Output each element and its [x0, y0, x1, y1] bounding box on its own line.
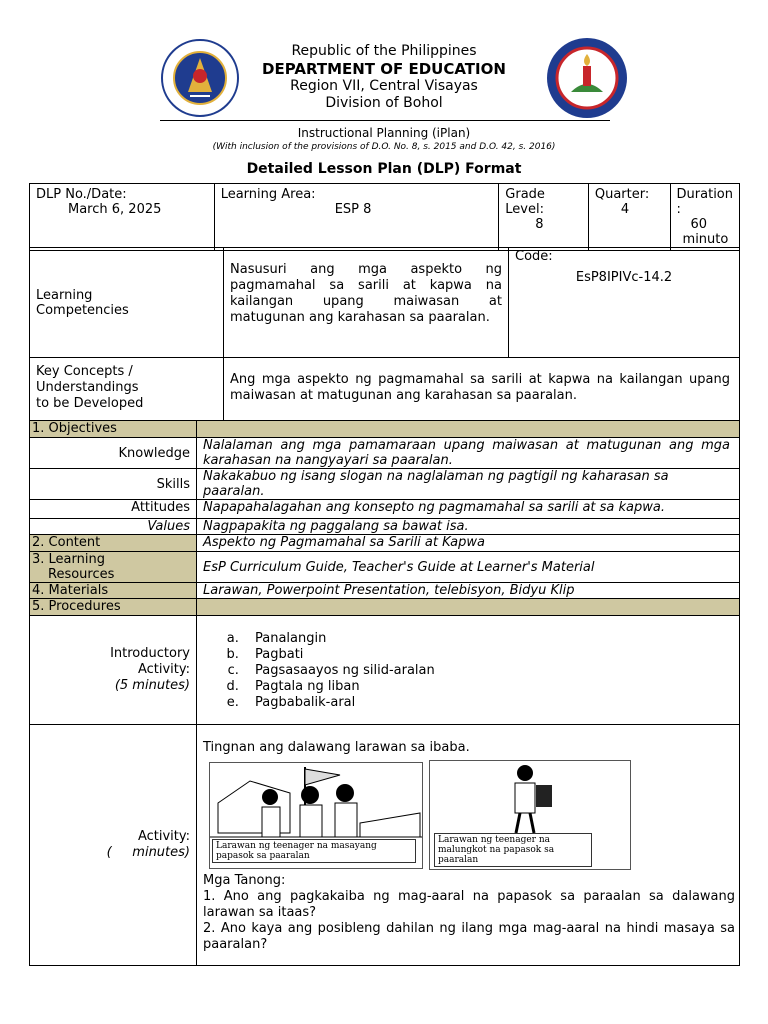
duration-label-1: Duration [676, 187, 733, 202]
key-concepts-label-3: to be Developed [36, 396, 144, 411]
grade-value: 8 [535, 217, 544, 232]
values-text-cell [197, 519, 740, 535]
questions-block [203, 873, 735, 953]
intro-label-1: Introductory [110, 646, 190, 661]
question-1: 1. Ano ang pagkakaiba ng mag-aaral na papasok sa paraalan sa dalawang larawan sa itaas? [203, 889, 735, 920]
grade-label-2: Level: [505, 202, 544, 217]
activity-label-cell [30, 725, 197, 966]
intro-label-2: Activity: [137, 662, 190, 677]
resources-text-cell [197, 552, 740, 583]
competencies-table [29, 247, 740, 358]
values-label-cell [30, 519, 197, 535]
dlp-format-title: Detailed Lesson Plan (DLP) Format [246, 161, 522, 177]
plan-title: Instructional Planning (iPlan) [297, 126, 471, 140]
header-department: DEPARTMENT OF EDUCATION [262, 60, 506, 78]
learning-area-cell [214, 184, 499, 251]
knowledge-label: Knowledge [118, 445, 190, 461]
knowledge-text: Nalalaman ang mga pamamaraan upang maiwasan at matugunan ang mga karahasan na nangyayari sa paaralan. [203, 438, 730, 468]
duration-value-1: 60 [690, 217, 708, 232]
procedures-header-fill [197, 599, 740, 616]
header-division: Division of Bohol [325, 95, 443, 111]
duration-value-2: minuto [682, 232, 729, 247]
code-cell [509, 248, 740, 358]
questions-label: Mga Tanong: [203, 873, 286, 888]
key-concepts-label-2: Understandings [36, 380, 139, 395]
activity-label-1: Activity: [137, 829, 190, 844]
learning-area-value: ESP 8 [334, 202, 372, 217]
learning-area-label: Learning Area: [220, 187, 316, 202]
resources-label-cell [30, 552, 197, 583]
sad-student-caption: Larawan ng teenager na malungkot na papasok sa paaralan [434, 833, 592, 867]
procedures-label: 5. Procedures [32, 599, 121, 614]
skills-label-cell [30, 469, 197, 500]
attitudes-label-cell [30, 500, 197, 519]
intro-item: d. Pagtala ng liban [243, 679, 733, 695]
values-label: Values [147, 519, 190, 534]
sad-student-image [429, 760, 631, 870]
code-label: Code: [515, 249, 553, 264]
competencies-label: Learning Competencies [36, 287, 129, 318]
plan-note: (With inclusion of the provisions of D.O. No. 8, s. 2015 and D.O. 42, s. 2016) [212, 142, 556, 152]
materials-label: 4. Materials [32, 583, 109, 598]
skills-text-cell [197, 469, 740, 500]
intro-item: e. Pagbabalik-aral [243, 695, 733, 711]
skills-text: Nakakabuo ng isang slogan na naglalaman ng pagtigil ng kaharasan sa paaralan. [203, 469, 669, 499]
attitudes-text-cell [197, 500, 740, 519]
happy-students-image [209, 762, 423, 869]
key-concepts-table [29, 357, 740, 421]
skills-label: Skills [156, 476, 190, 492]
materials-text: Larawan, Powerpoint Presentation, telebisyon, Bidyu Klip [203, 583, 575, 598]
materials-label-cell [30, 583, 197, 599]
question-2: 2. Ano kaya ang posibleng dahilan ng ilang mga mag-aaral na hindi masaya sa paaralan? [203, 921, 735, 952]
resources-label-1: 3. Learning [32, 552, 105, 567]
key-concepts-label-cell [30, 358, 224, 421]
attitudes-label: Attitudes [131, 500, 190, 515]
intro-label-cell [30, 616, 197, 725]
procedures-label-cell [30, 599, 197, 616]
objectives-header-cell [30, 421, 197, 438]
dlp-date: March 6, 2025 [68, 202, 162, 217]
dlp-cell [30, 184, 215, 251]
intro-item: b. Pagbati [243, 647, 733, 663]
objectives-header-fill [197, 421, 740, 438]
content-text-cell [197, 535, 740, 552]
intro-item: c. Pagsasaayos ng silid-aralan [243, 663, 733, 679]
knowledge-label-cell [30, 438, 197, 469]
quarter-label: Quarter: [594, 187, 650, 202]
intro-activity-cell [197, 616, 740, 725]
key-concepts-text-cell [224, 358, 740, 421]
content-text: Aspekto ng Pagmamahal sa Sarili at Kapwa [203, 535, 485, 550]
intro-label-3: (5 minutes) [114, 678, 190, 693]
duration-label-2: : [676, 202, 681, 217]
knowledge-text-cell [197, 438, 740, 469]
objectives-header: 1. Objectives [32, 421, 117, 436]
happy-students-caption: Larawan ng teenager na masayang papasok sa paaralan [212, 839, 416, 863]
resources-text: EsP Curriculum Guide, Teacher's Guide at Learner's Material [203, 559, 595, 575]
intro-activity-list [203, 631, 733, 711]
content-label: 2. Content [32, 535, 101, 550]
code-value: EsP8IPIVc-14.2 [575, 270, 673, 285]
header-region: Region VII, Central Visayas [290, 78, 478, 94]
key-concepts-label-1: Key Concepts / [36, 364, 133, 379]
grade-label-1: Grade [505, 187, 545, 202]
activity-label-2: ( minutes) [106, 845, 190, 860]
info-table [29, 183, 740, 251]
activity-intro: Tingnan ang dalawang larawan sa ibaba. [203, 740, 470, 755]
dlp-label: DLP No./Date: [36, 187, 127, 202]
competencies-text-cell [224, 248, 509, 358]
grade-cell [499, 184, 589, 251]
header-republic: Republic of the Philippines [291, 43, 477, 59]
intro-item: a. Panalangin [243, 631, 733, 647]
resources-label-2: Resources [48, 567, 115, 582]
key-concepts-text: Ang mga aspekto ng pagmamahal sa sarili at kapwa na kailangan upang maiwasan at matugunan ang karahasan sa paaralan. [230, 372, 730, 403]
competencies-text: Nasusuri ang mga aspekto ng pagmamahal sa sarili at kapwa na kailangan upang maiwasan at matugunan ang karahasan sa paaralan. [230, 262, 502, 325]
materials-text-cell [197, 583, 740, 599]
duration-cell [670, 184, 739, 251]
quarter-cell [588, 184, 670, 251]
content-label-cell [30, 535, 197, 552]
values-text: Nagpapakita ng paggalang sa bawat isa. [203, 519, 469, 534]
competencies-label-cell [30, 248, 224, 358]
activity-content-cell [197, 725, 740, 966]
quarter-value: 4 [620, 202, 630, 217]
attitudes-text: Napapahalagahan ang konsepto ng pagmamahal sa sarili at sa kapwa. [203, 500, 665, 515]
lesson-table [29, 420, 740, 966]
header-divider [160, 120, 610, 121]
